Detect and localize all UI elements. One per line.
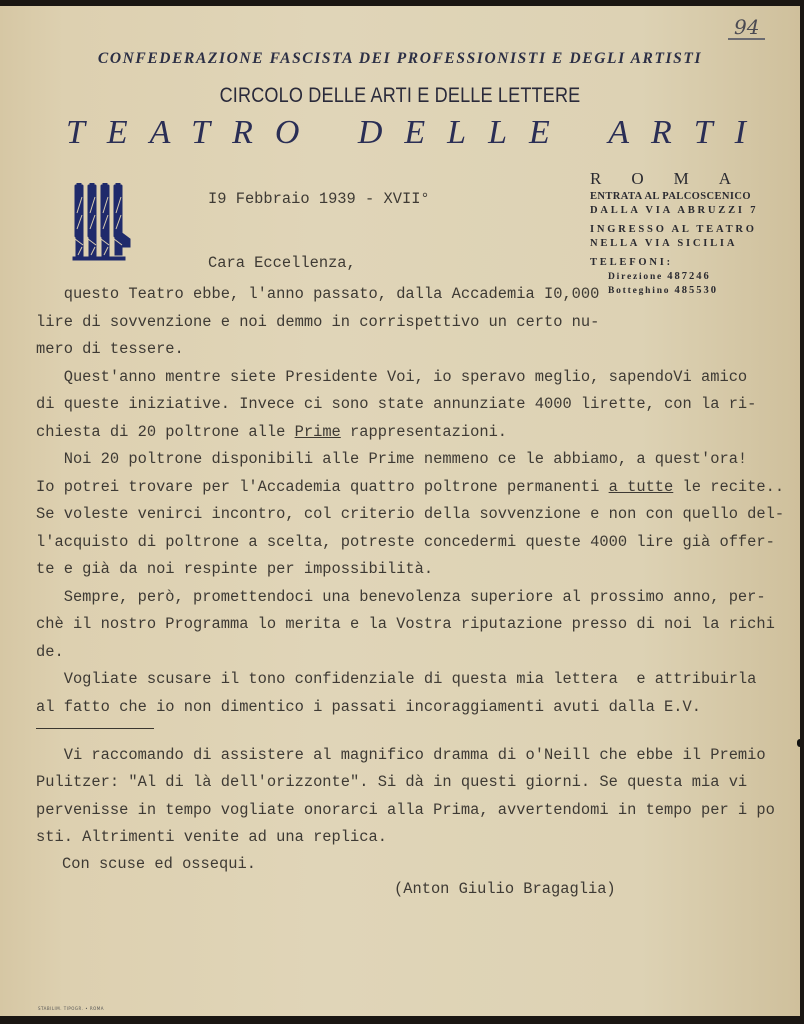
theatre-word: DELLE [357, 114, 572, 151]
stage-entrance-line: DALLA VIA ABRUZZI 7 [590, 204, 759, 216]
theatre-word: ARTI [608, 114, 768, 151]
body-line [36, 309, 784, 337]
body-line [36, 474, 784, 502]
body-line [36, 584, 784, 612]
postscript-line: Vi raccomando di assistere al magnifico dramma di o'Neill che ebbe il Premio [36, 746, 766, 764]
body-text: di queste iniziative. Invece ci sono state annunziate 4000 lirette, con la ri- [36, 395, 757, 413]
body-text: Noi 20 poltrone disponibili alle Prime nemmeno ce le abbiamo, a quest'ora! [36, 450, 748, 468]
body-line [36, 694, 784, 722]
letter-body [36, 281, 784, 721]
body-line [36, 611, 784, 639]
body-line [36, 281, 784, 309]
archive-number: 94 [728, 16, 765, 40]
body-line [36, 501, 784, 529]
body-text: te e già da noi respinte per impossibilità. [36, 560, 434, 578]
postscript-line: sti. Altrimenti venite ad una replica. [36, 827, 387, 846]
punch-hole-mark [797, 739, 800, 747]
phone-number: 485530 [674, 284, 719, 296]
salutation: Cara Eccellenza, [208, 254, 356, 272]
theatre-address [590, 168, 761, 298]
theatre-heading [66, 114, 768, 152]
circle-heading: CIRCOLO DELLE ARTI E DELLE LETTERE [219, 84, 581, 107]
postscript [36, 742, 775, 851]
stage-entrance-line: ENTRATA AL PALCOSCENICO [590, 191, 751, 202]
closing: Con scuse ed ossequi. [62, 855, 256, 873]
body-line [36, 529, 784, 557]
body-text: le recite.. [673, 477, 785, 496]
body-text: Quest'anno mentre siete Presidente Voi, io speravo meglio, sapendoVi amico [36, 367, 748, 386]
signature: (Anton Giulio Bragaglia) [394, 880, 616, 898]
section-divider [36, 728, 154, 729]
body-line [36, 364, 784, 392]
body-text: al fatto che io non dimentico i passati incoraggiamenti avuti dalla E.V. [36, 697, 701, 716]
body-text: Io potrei trovare per l'Accademia quattro poltrone permanenti [36, 477, 609, 496]
body-text: chè il nostro Programma lo merita e la Vostra riputazione presso di noi la richi [36, 615, 775, 633]
printer-mark: STABILIM. TIPOGR. • ROMA [38, 1006, 104, 1011]
body-text: rappresentazioni. [340, 422, 508, 441]
underlined-text: Prime [294, 422, 341, 441]
phone-label: Botteghino [608, 285, 671, 296]
postscript-line: Pulitzer: "Al di là dell'orizzonte". Si dà in questi giorni. Se questa mia vi [36, 773, 748, 792]
theatre-word: TEATRO [66, 114, 322, 151]
theatre-entrance-line: INGRESSO AL TEATRO [590, 224, 757, 235]
fasces-icon [72, 183, 132, 263]
body-line [36, 336, 784, 364]
city-name: ROMA [590, 169, 762, 188]
phone-number: 487246 [667, 270, 711, 282]
phone-label: Direzione [608, 271, 664, 282]
letter-page [0, 6, 800, 1016]
body-line [36, 666, 784, 694]
body-text: Sempre, però, promettendoci una benevolenza superiore al prossimo anno, per- [36, 587, 766, 606]
body-line [36, 391, 784, 419]
phones-label: TELEFONI: [590, 257, 673, 268]
letter-date: I9 Febbraio 1939 - XVII° [208, 190, 430, 208]
underlined-text: a tutte [608, 477, 674, 496]
body-text: chiesta di 20 poltrone alle [36, 422, 295, 441]
body-text: mero di tessere. [36, 340, 184, 358]
body-text: de. [36, 642, 64, 661]
body-text: questo Teatro ebbe, l'anno passato, dalla Accademia I0,000 [36, 285, 600, 303]
body-text: lire di sovvenzione e noi demmo in corrispettivo un certo nu- [36, 312, 600, 331]
body-line [36, 419, 784, 447]
body-text: Vogliate scusare il tono confidenziale di questa mia lettera e attribuirla [36, 670, 757, 688]
body-text: l'acquisto di poltrone a scelta, potreste concedermi queste 4000 lire già offer- [36, 532, 775, 551]
body-line [36, 446, 784, 474]
body-text: Se voleste venirci incontro, col criterio della sovvenzione e non con quello del- [36, 505, 785, 523]
confederation-heading: CONFEDERAZIONE FASCISTA DEI PROFESSIONISTI E DEGLI ARTISTI [97, 50, 703, 67]
postscript-line: pervenisse in tempo vogliate onorarci alla Prima, avvertendomi in tempo per i po [36, 800, 775, 819]
body-line [36, 639, 784, 667]
theatre-entrance-line: NELLA VIA SICILIA [590, 237, 738, 249]
body-line [36, 556, 784, 584]
